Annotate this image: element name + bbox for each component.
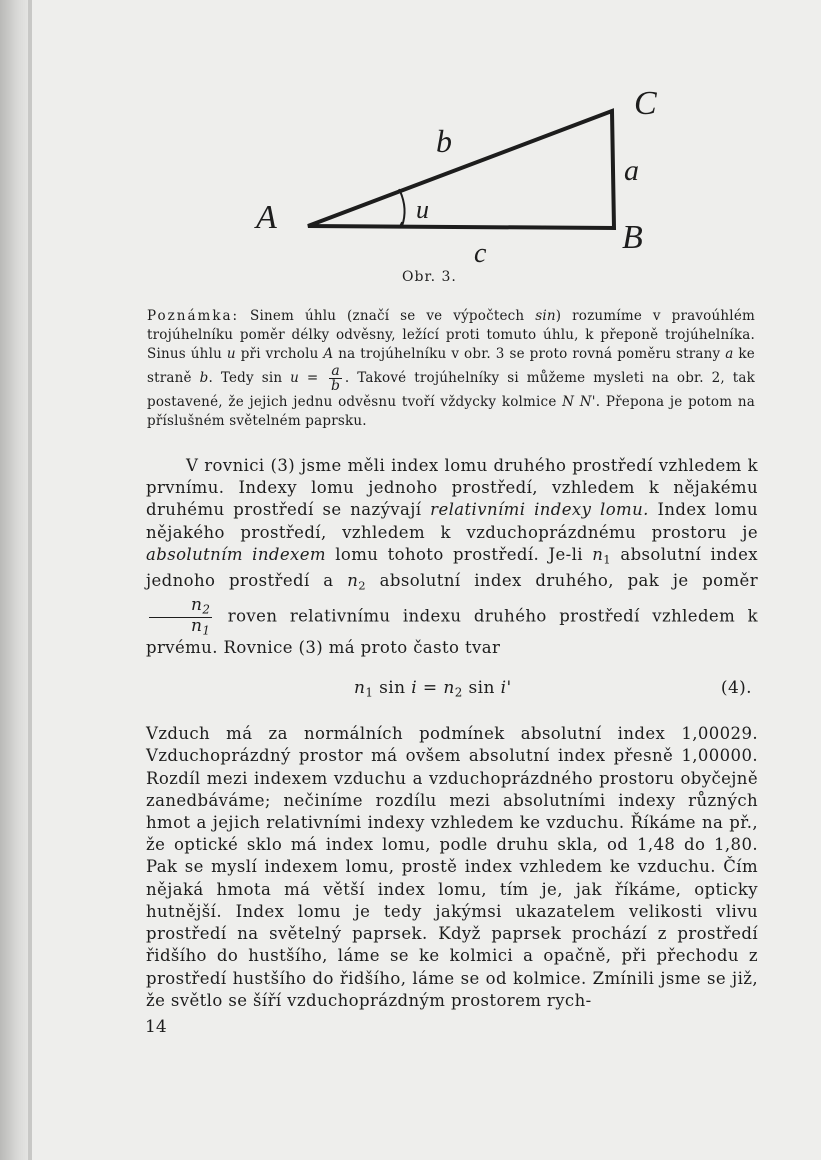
math-sub: 1 bbox=[202, 623, 211, 638]
emphasis: absolutním indexem bbox=[146, 544, 326, 564]
note-text: ke straně bbox=[147, 346, 755, 386]
paragraph-2: Vzduch má za normálních podmínek absolutní index 1,00029. Vzduchoprázdný prostor má ovšem absolutní index přesně 1,00000. Rozdíl mezi indexem vzduchu a vzduchoprázdného prostoru obyčejně zanedbáváme; nečiníme rozdílu mezi absolutními indexy různých hmot a jejich relativními indexy vzhledem ke vzduchu. Říkáme na př., že optické sklo má index lomu, podle druhu skla, od 1,48 do 1,80. Pak se myslí indexem lomu, prostě index vzhledem ke vzduchu. Čím nějaká hmota má větší index lomu, tím je, jak říkáme, opticky hutnější. Index lomu je tedy jakýmsi ukazatelem velikosti vlivu prostředí na světelný paprsek. Když paprsek prochází z prostředí řidšího do hustšího, láme se ke kolmici a opačně, při přechodu z prostředí hustšího do řidšího, láme se od kolmice. Zmínili jsme se již, že světlo se šíří vzduchoprázdným prostorem rych- bbox=[146, 724, 758, 1010]
page-number: 14 bbox=[145, 1017, 167, 1037]
vertex-label-b: B bbox=[622, 219, 643, 256]
fraction-denominator: b bbox=[331, 378, 341, 394]
note-text: ) rozumíme v pravoúhlém trojúhelníku poměr délky odvěsny, ležící proti tomuto úhlu, k přeponě trojúhelníka. Sinus úhlu bbox=[147, 308, 756, 362]
math-sub: 2 bbox=[454, 685, 463, 700]
math-var: n bbox=[354, 678, 366, 699]
note-text: Sinem úhlu (značí se ve výpočtech bbox=[239, 308, 536, 324]
math-equals: = bbox=[417, 678, 444, 699]
emphasis: relativními indexy lomu. bbox=[430, 500, 649, 520]
body-text: absolutní index druhého, pak je poměr bbox=[366, 571, 758, 591]
body-text: absolutní index jednoho prostředí a bbox=[146, 544, 758, 591]
figure-caption: Obr. 3. bbox=[402, 269, 457, 285]
triangle-figure bbox=[230, 62, 670, 267]
note-var: a bbox=[725, 346, 734, 362]
side-label-a: a bbox=[624, 154, 639, 187]
equation-4 bbox=[146, 673, 758, 703]
note-var: u bbox=[226, 346, 236, 362]
body-text: V rovnici (3) jsme měli index lomu druhého prostředí vzhledem k prvnímu. Indexy lomu jednoho prostředí, vzhledem k nějakému druhému prostředí se nazývají bbox=[146, 456, 758, 520]
paragraph-1 bbox=[146, 455, 758, 659]
book-spine-shadow bbox=[0, 0, 30, 1160]
note-var: A bbox=[323, 346, 334, 362]
math-op: sin bbox=[462, 678, 501, 699]
fraction-numerator: a bbox=[331, 363, 340, 379]
note-sin: sin bbox=[535, 308, 556, 324]
body-text: Index lomu nějakého prostředí, vzhledem k vzduchoprázdnému prostoru je bbox=[146, 500, 758, 542]
page-edge bbox=[28, 0, 32, 1160]
body-text: roven relativnímu indexu druhého prostředí vzhledem k prvému. Rovnice (3) má proto často tvar bbox=[146, 606, 758, 658]
math-op: sin bbox=[373, 678, 412, 699]
note-text: na trojúhelníku v obr. 3 se proto rovná poměru strany bbox=[333, 346, 726, 362]
note-var: u bbox=[290, 370, 300, 386]
math-sub: 1 bbox=[365, 685, 374, 700]
math-var: n bbox=[443, 678, 455, 699]
main-text bbox=[146, 455, 758, 1012]
math-sub: 2 bbox=[358, 578, 366, 593]
angle-arc bbox=[400, 191, 405, 226]
fraction-numerator bbox=[149, 597, 212, 617]
math-sub: 1 bbox=[603, 552, 612, 567]
note-var: N N' bbox=[562, 394, 596, 410]
index-fraction bbox=[149, 597, 212, 637]
triangle-shape bbox=[308, 111, 614, 228]
note-paragraph bbox=[147, 307, 755, 431]
side-label-b: b bbox=[436, 123, 452, 159]
math-sub: 2 bbox=[202, 602, 211, 617]
note-text: . Tedy sin bbox=[208, 370, 291, 386]
note-var: b bbox=[199, 370, 209, 386]
note-text: . Takové trojúhelníky si můžeme mysleti na obr. 2, tak postavené, že jejich jednu odvěsnu tvoří vždycky kolmice bbox=[147, 370, 755, 410]
math-var: i bbox=[411, 678, 418, 699]
fraction-denominator bbox=[149, 615, 212, 638]
note-fraction bbox=[329, 364, 342, 393]
body-text: lomu tohoto prostředí. Je-li bbox=[325, 544, 593, 564]
note-equals: = bbox=[299, 370, 327, 386]
math-var: n bbox=[347, 571, 359, 591]
side-label-c: c bbox=[474, 238, 487, 267]
vertex-label-a: A bbox=[256, 199, 277, 236]
note-lead: Poznámka: bbox=[147, 308, 240, 324]
math-var: i' bbox=[500, 678, 512, 699]
math-var: n bbox=[191, 615, 203, 636]
math-var: n bbox=[592, 544, 604, 564]
equation-body bbox=[354, 677, 512, 704]
angle-label-u: u bbox=[416, 195, 429, 224]
math-var: n bbox=[191, 595, 203, 616]
equation-number: (4). bbox=[720, 678, 752, 699]
vertex-label-c: C bbox=[634, 85, 657, 122]
note-text: . Přepona je potom na příslušném světelném paprsku. bbox=[147, 394, 755, 429]
note-text: při vrcholu bbox=[235, 346, 324, 362]
